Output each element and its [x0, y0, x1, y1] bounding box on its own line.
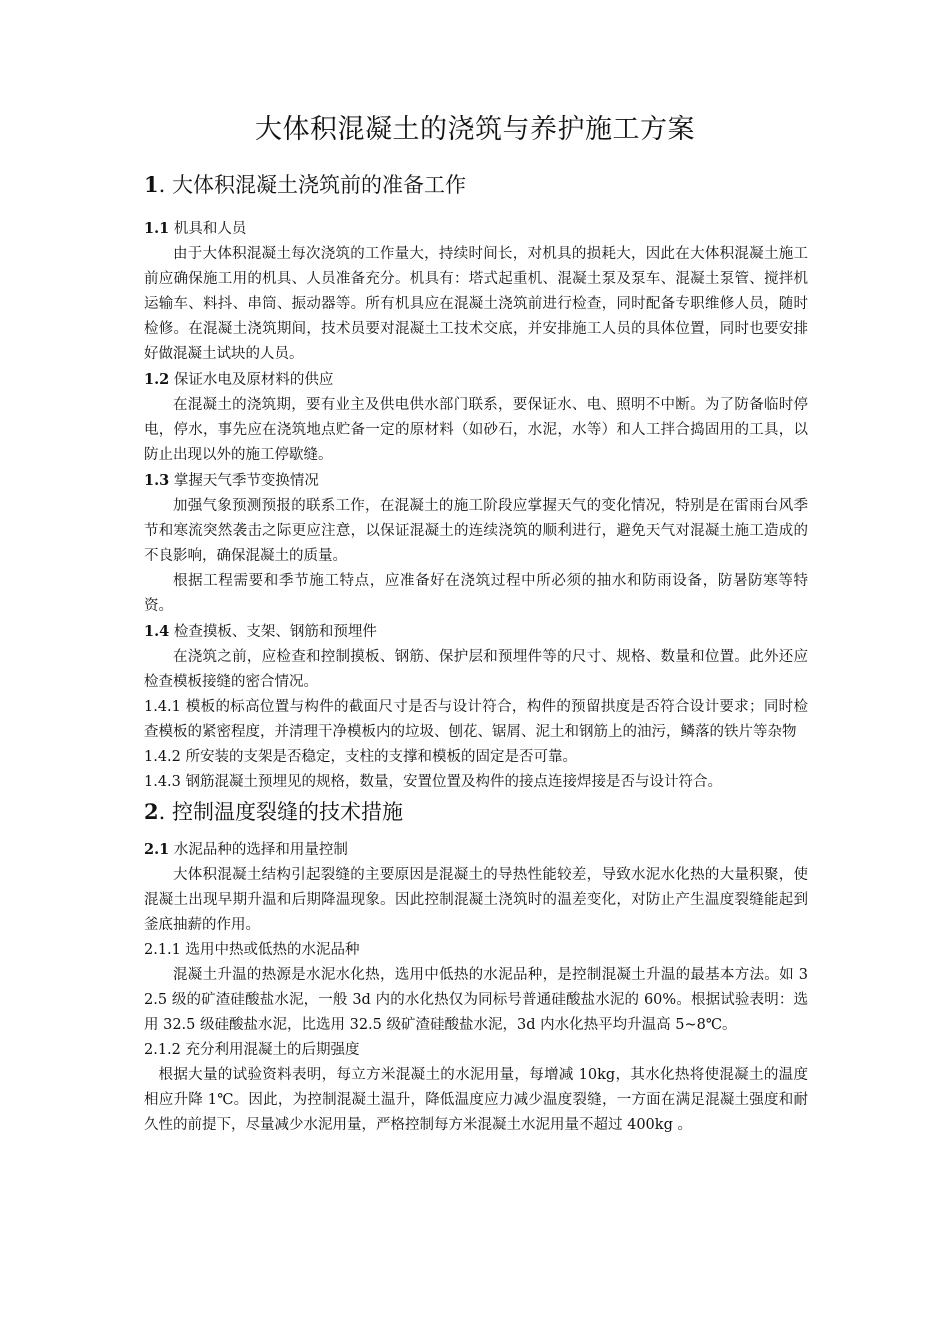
- subsection-1-1-title: 机具和人员: [169, 221, 247, 237]
- subsection-1-4-number: 1.4: [144, 623, 170, 640]
- item-1-4-3: 1.4.3 钢筋混凝土预埋见的规格，数量，安置位置及构件的接点连接焊接是否与设计符合。: [144, 774, 722, 790]
- paragraph-1-2: 在混凝土的浇筑期，要有业主及供电供水部门联系，要保证水、电、照明不中断。为了防备临时停电，停水，事先应在浇筑地点贮备一定的原材料（如砂石，水泥，水等）和人工拌合捣固用的工具，以防止出现以外的施工停歇缝。: [144, 397, 808, 463]
- item-1-4-1: 1.4.1 模板的标高位置与构件的截面尺寸是否与设计符合，构件的预留拱度是否符合设计要求；同时检查模板的紧密程度，并清理干净模板内的垃圾、刨花、锯屑、泥土和钢筋上的油污，鳞落的铁片等杂物: [144, 699, 808, 740]
- item-1-4-2: 1.4.2 所安装的支架是否稳定，支柱的支撑和模板的固定是否可靠。: [144, 749, 578, 765]
- subsection-1-3-title: 掌握天气季节变换情况: [169, 473, 319, 489]
- section-1-number: 1: [144, 172, 159, 197]
- subsection-1-2-number: 1.2: [144, 371, 170, 388]
- subsection-2-1-heading: [144, 837, 808, 863]
- section-1-heading: [144, 168, 808, 202]
- section-1-title: . 大体积混凝土浇筑前的准备工作: [158, 173, 466, 197]
- subsection-1-1-number: 1.1: [144, 220, 170, 237]
- document-body: [144, 168, 808, 1138]
- subsection-2-1-2-heading: 2.1.2 充分利用混凝土的后期强度: [144, 1042, 360, 1058]
- subsection-1-1-heading: [144, 216, 808, 242]
- subsection-1-2-title: 保证水电及原材料的供应: [169, 372, 334, 388]
- subsection-1-3-heading: [144, 468, 808, 494]
- section-2-number: 2: [144, 799, 159, 824]
- subsection-1-3-number: 1.3: [144, 472, 170, 489]
- paragraph-1-3-b: 根据工程需要和季节施工特点，应准备好在浇筑过程中所必须的抽水和防雨设备，防暑防寒等特资。: [144, 573, 808, 614]
- paragraph-2-1-1: 混凝土升温的热源是水泥水化热，选用中低热的水泥品种，是控制混凝土升温的最基本方法。如 32.5 级的矿渣硅酸盐水泥，一般 3d 内的水化热仅为同标号普通硅酸盐水泥的 60%。根据试验表明：选用 32.5 级硅酸盐水泥，比选用 32.5 级矿渣硅酸盐水泥，3d 内水化热平均升温高 5~8℃。: [144, 967, 808, 1033]
- subsection-2-1-1-heading: 2.1.1 选用中热或低热的水泥品种: [144, 942, 360, 958]
- subsection-1-4-heading: [144, 619, 808, 645]
- paragraph-1-4: 在浇筑之前，应检查和控制摸板、钢筋、保护层和预埋件等的尺寸、规格、数量和位置。此外还应检查模板接缝的密合情况。: [144, 649, 808, 690]
- section-2-heading: [144, 795, 808, 829]
- paragraph-1-3-a: 加强气象预测预报的联系工作，在混凝土的施工阶段应掌握天气的变化情况，特别是在雷雨台风季节和寒流突然袭击之际更应注意，以保证混凝土的连续浇筑的顺利进行，避免天气对混凝土施工造成的不良影响，确保混凝土的质量。: [144, 498, 808, 564]
- section-2-title: . 控制温度裂缝的技术措施: [158, 800, 403, 824]
- paragraph-2-1: 大体积混凝土结构引起裂缝的主要原因是混凝土的导热性能较差，导致水泥水化热的大量积聚，使混凝土出现早期升温和后期降温现象。因此控制混凝土浇筑时的温差变化，对防止产生温度裂缝能起到釜底抽薪的作用。: [144, 867, 808, 933]
- document-title: 大体积混凝土的浇筑与养护施工方案: [255, 114, 695, 145]
- subsection-1-2-heading: [144, 367, 808, 393]
- subsection-1-4-title: 检查摸板、支架、钢筋和预埋件: [169, 624, 377, 640]
- subsection-2-1-number: 2.1: [144, 841, 170, 858]
- paragraph-1-1: 由于大体积混凝土每次浇筑的工作量大，持续时间长，对机具的损耗大，因此在大体积混凝土施工前应确保施工用的机具、人员准备充分。机具有：塔式起重机、混凝土泵及泵车、混凝土泵管、搅拌机运输车、料抖、串筒、振动器等。所有机具应在混凝土浇筑前进行检查，同时配备专职维修人员，随时检修。在混凝土浇筑期间，技术员要对混凝土工技术交底，并安排施工人员的具体位置，同时也要安排好做混凝土试块的人员。: [144, 246, 808, 362]
- subsection-2-1-title: 水泥品种的选择和用量控制: [169, 842, 348, 858]
- paragraph-2-1-2: 根据大量的试验资料表明，每立方米混凝土的水泥用量，每增减 10kg，其水化热将使混凝土的温度相应升降 1℃。因此，为控制混凝土温升，降低温度应力减少温度裂缝，一方面在满足混凝土强度和耐久性的前提下，尽量减少水泥用量，严格控制每方米混凝土水泥用量不超过 400kg 。: [144, 1067, 808, 1133]
